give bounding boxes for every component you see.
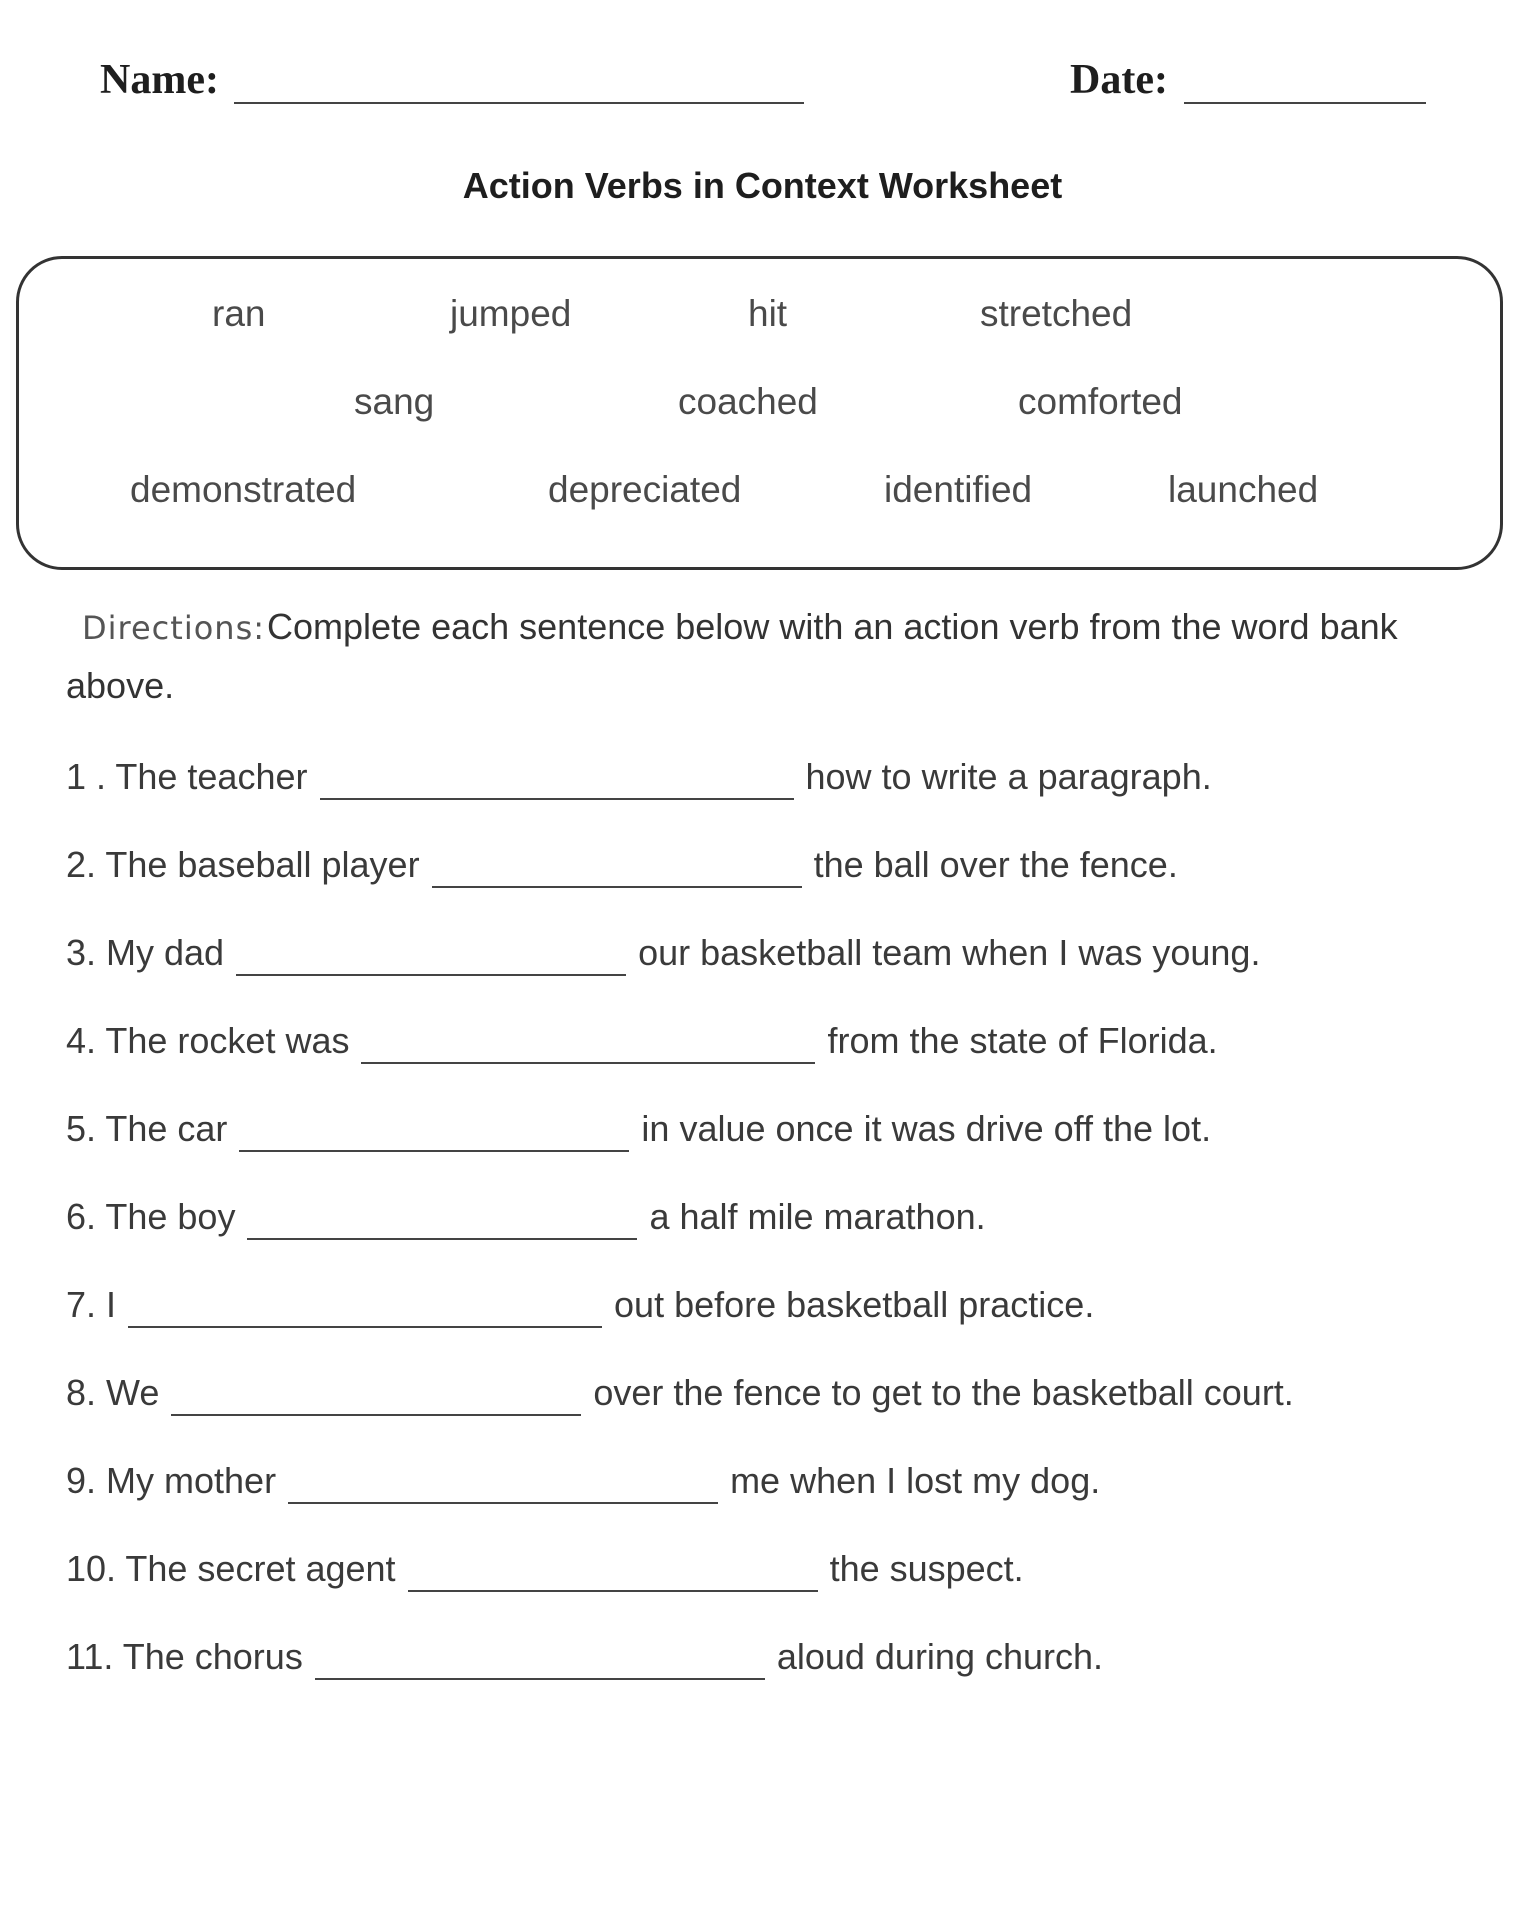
sentence-start: 8. We: [66, 1372, 160, 1413]
directions: [66, 598, 1466, 715]
word-bank-word: sang: [354, 381, 435, 422]
answer-blank[interactable]: [236, 938, 626, 976]
sentence-start: 10. The secret agent: [66, 1548, 396, 1589]
word-bank-word: coached: [678, 381, 818, 422]
sentence-end: how to write a paragraph.: [805, 756, 1212, 797]
directions-text: Complete each sentence below with an action verb from the word bank above.: [66, 606, 1398, 706]
directions-label: Directions:: [82, 609, 266, 647]
word-bank-word: ran: [212, 293, 266, 334]
sentence-end: the suspect.: [829, 1548, 1024, 1589]
name-field[interactable]: [234, 102, 804, 104]
answer-blank[interactable]: [408, 1554, 818, 1592]
word-bank-word: launched: [1168, 469, 1319, 510]
sentence-start: 4. The rocket was: [66, 1020, 350, 1061]
sentence-item: [66, 928, 1260, 978]
sentence-start: 9. My mother: [66, 1460, 277, 1501]
sentence-item: [66, 1544, 1024, 1594]
answer-blank[interactable]: [315, 1642, 765, 1680]
sentence-item: [66, 1104, 1211, 1154]
word-bank-word: identified: [884, 469, 1033, 510]
sentence-end: our basketball team when I was young.: [638, 932, 1261, 973]
sentence-start: 5. The car: [66, 1108, 228, 1149]
worksheet-title: Action Verbs in Context Worksheet: [462, 165, 1063, 206]
sentence-item: [66, 840, 1178, 890]
sentence-start: 7. I: [66, 1284, 117, 1325]
word-bank-word: comforted: [1018, 381, 1183, 422]
sentence-start: 6. The boy: [66, 1196, 236, 1237]
answer-blank[interactable]: [432, 850, 802, 888]
sentence-start: 3. My dad: [66, 932, 225, 973]
word-bank-word: jumped: [450, 293, 572, 334]
word-bank-word: stretched: [980, 293, 1133, 334]
answer-blank[interactable]: [171, 1378, 581, 1416]
sentence-start: 1 . The teacher: [66, 756, 308, 797]
sentence-item: [66, 1632, 1103, 1682]
answer-blank[interactable]: [247, 1202, 637, 1240]
sentence-start: 11. The chorus: [66, 1636, 303, 1677]
sentence-end: a half mile marathon.: [649, 1196, 986, 1237]
sentence-item: [66, 1280, 1094, 1330]
word-bank-word: depreciated: [548, 469, 742, 510]
answer-blank[interactable]: [320, 762, 794, 800]
sentence-item: [66, 1016, 1218, 1066]
answer-blank[interactable]: [361, 1026, 815, 1064]
sentence-end: from the state of Florida.: [827, 1020, 1218, 1061]
sentence-end: me when I lost my dog.: [730, 1460, 1101, 1501]
answer-blank[interactable]: [128, 1290, 602, 1328]
date-field[interactable]: [1184, 102, 1426, 104]
sentence-end: in value once it was drive off the lot.: [641, 1108, 1212, 1149]
sentence-item: [66, 1368, 1294, 1418]
answer-blank[interactable]: [288, 1466, 718, 1504]
sentence-start: 2. The baseball player: [66, 844, 420, 885]
sentence-end: the ball over the fence.: [813, 844, 1178, 885]
date-label: Date:: [1070, 57, 1168, 103]
word-bank-word: hit: [748, 293, 788, 334]
sentence-end: out before basketball practice.: [614, 1284, 1095, 1325]
word-bank-word: demonstrated: [130, 469, 357, 510]
sentence-end: aloud during church.: [776, 1636, 1104, 1677]
name-label: Name:: [100, 57, 219, 103]
sentence-item: [66, 1456, 1100, 1506]
sentence-item: [66, 1192, 986, 1242]
sentence-item: [66, 752, 1212, 802]
sentence-end: over the fence to get to the basketball court.: [593, 1372, 1294, 1413]
answer-blank[interactable]: [239, 1114, 629, 1152]
